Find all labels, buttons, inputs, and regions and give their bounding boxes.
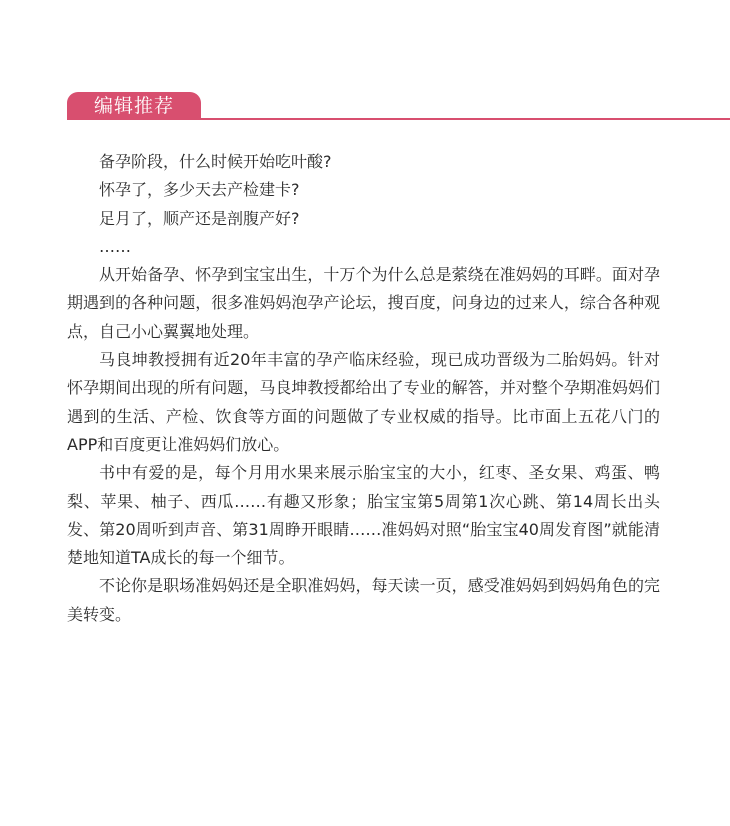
recommendation-text — [67, 148, 660, 629]
question-line: 足月了，顺产还是剖腹产好? — [99, 208, 300, 228]
body-paragraph: 从开始备孕、怀孕到宝宝出生，十万个为什么总是萦绕在准妈妈的耳畔。面对孕期遇到的各种问题，很多准妈妈泡孕产论坛，搜百度，问身边的过来人，综合各种观点，自己小心翼翼地处理。 — [67, 265, 660, 341]
body-paragraph: 书中有爱的是，每个月用水果来展示胎宝宝的大小，红枣、圣女果、鸡蛋、鸭梨、苹果、柚子、西瓜……有趣又形象；胎宝宝第5周第1次心跳、第14周长出头发、第20周听到声音、第31周睁开眼睛……准妈妈对照“胎宝宝40周发育图”就能清楚地知道TA成长的每一个细节。 — [67, 463, 660, 568]
section-title: 编辑推荐 — [67, 92, 201, 119]
ellipsis-line: …… — [99, 236, 131, 256]
question-line: 备孕阶段，什么时候开始吃叶酸? — [99, 152, 332, 171]
body-paragraph: 不论你是职场准妈妈还是全职准妈妈，每天读一页，感受准妈妈到妈妈角色的完美转变。 — [67, 576, 660, 624]
section-divider — [67, 118, 730, 120]
question-line: 怀孕了，多少天去产检建卡? — [99, 180, 300, 200]
section-header — [0, 92, 730, 122]
body-paragraph: 马良坤教授拥有近20年丰富的孕产临床经验，现已成功晋级为二胎妈妈。针对怀孕期间出现的所有问题，马良坤教授都给出了专业的解答，并对整个孕期准妈妈们遇到的生活、产检、饮食等方面的问题做了专业权威的指导。比市面上五花八门的APP和百度更让准妈妈们放心。 — [67, 350, 660, 454]
